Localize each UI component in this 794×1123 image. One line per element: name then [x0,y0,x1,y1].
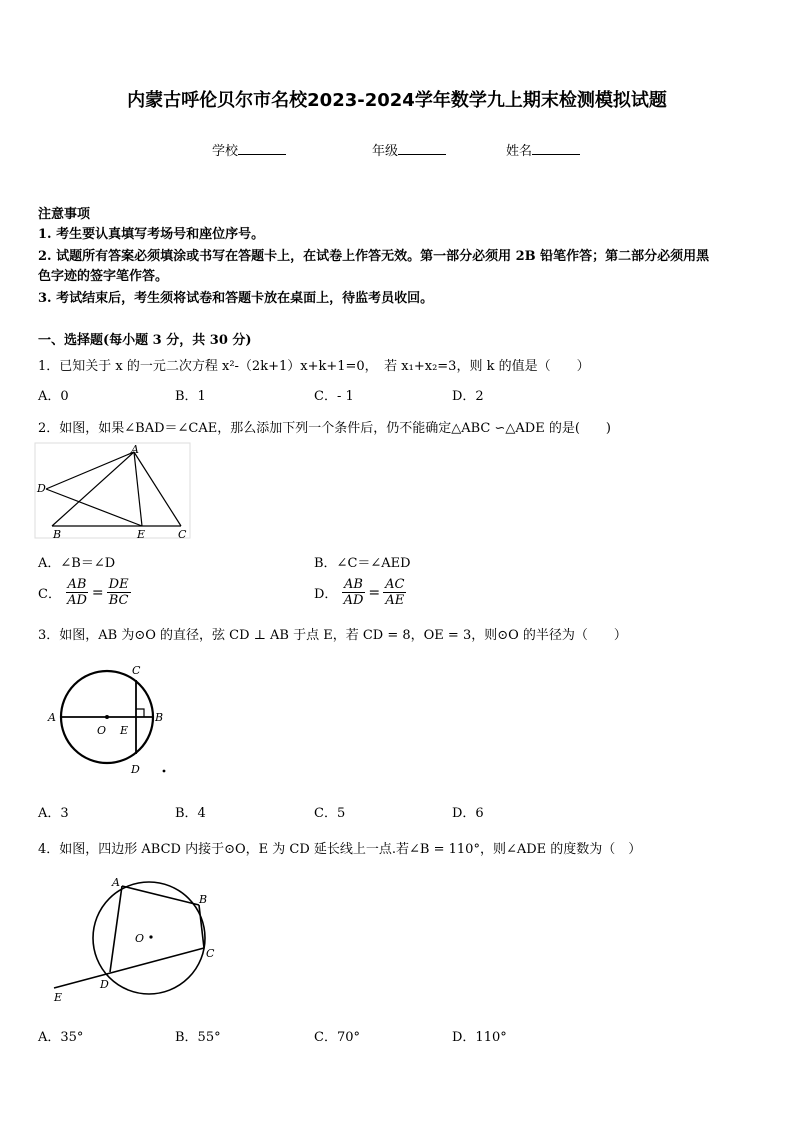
q3-option-c: C．5 [314,806,346,821]
school-blank[interactable] [238,142,286,155]
q2-option-d: D． $\frac{AB}{AD}$ = $\frac{AC}{AE}$ [314,577,405,608]
label-c: C [178,528,187,541]
denominator: BC [108,593,129,608]
q2-option-c: C． $\frac{AB}{AD}$ = $\frac{DE}{BC}$ [38,577,129,608]
label-c: C [132,664,141,677]
fraction [342,577,366,608]
label-e: E [120,724,129,737]
denominator: AE [385,593,405,608]
q1-option-c: C．- 1 [314,389,354,404]
label-a: A [48,711,56,724]
label-a: A [112,876,120,889]
fraction [65,577,89,608]
label-a: A [131,443,139,456]
label-o: O [97,724,107,737]
numerator: AB [67,577,87,592]
label-e: E [54,991,63,1004]
label-b: B [199,893,208,906]
numerator: AB [344,577,363,592]
page-title: 内蒙古呼伦贝尔市名校2023-2024学年数学九上期末检测模拟试题 [127,90,667,111]
grade-label: 年级 [372,144,399,159]
label-o: O [135,932,145,945]
q4-option-a: A．35° [38,1030,84,1045]
denominator: AD [67,593,87,608]
label-e: E [137,528,146,541]
q2-figure [34,442,194,542]
q1-option-b: B．1 [175,389,206,404]
q3-figure [40,660,175,780]
q2-option-d-prefix: D． [314,587,338,602]
name-field [506,140,580,159]
question-3-stem: 3．如图，AB 为⊙O 的直径，弦 CD ⊥ AB 于点 E，若 CD = 8，OE = 3，则⊙O 的半径为（ ） [38,628,627,643]
question-2-stem: 2．如图，如果∠BAD＝∠CAE，那么添加下列一个条件后，仍不能确定△ABC ∽△ADE 的是( ) [38,421,611,436]
q4-option-b: B．55° [175,1030,221,1045]
fraction [107,577,131,608]
school-label: 学校 [212,144,239,159]
grade-blank[interactable] [398,142,446,155]
fraction [383,577,406,608]
q1-option-a: A．0 [38,389,69,404]
label-c: C [206,947,215,960]
question-1-stem: 1．已知关于 x 的一元二次方程 x²-（2k+1）x+k+1=0， 若 x₁+x₂=3，则 k 的值是（ ） [38,359,590,374]
notice-item: 1. 考生要认真填写考场号和座位序号。 [38,227,265,242]
q2-option-b: B．∠C＝∠AED [314,556,411,571]
section-heading: 一、选择题(每小题 3 分，共 30 分) [38,333,252,348]
notice-item: 2. 试题所有答案必须填涂或书写在答题卡上，在试卷上作答无效。第一部分必须用 2B 铅笔作答；第二部分必须用黑 [38,249,710,264]
school-field [212,140,286,159]
q3-option-a: A．3 [38,806,69,821]
notice-item: 3. 考试结束后，考生须将试卷和答题卡放在桌面上，待监考员收回。 [38,291,434,306]
q4-option-d: D．110° [452,1030,507,1045]
denominator: AD [343,593,364,608]
question-4-stem: 4．如图，四边形 ABCD 内接于⊙O，E 为 CD 延长线上一点.若∠B = 110°，则∠ADE 的度数为（ ） [38,842,642,857]
q1-option-d: D．2 [452,389,484,404]
q2-option-c-prefix: C． [38,587,61,602]
notice-heading: 注意事项 [38,207,91,222]
grade-field [372,140,446,159]
q2-option-a: A．∠B＝∠D [38,556,116,571]
q4-option-c: C．70° [314,1030,360,1045]
name-label: 姓名 [506,144,533,159]
notice-item: 色字迹的签字笔作答。 [38,269,169,284]
numerator: DE [108,577,129,592]
q4-figure [44,868,234,1008]
numerator: AC [385,577,405,592]
label-d: D [100,978,109,991]
q3-option-b: B．4 [175,806,206,821]
label-b: B [155,711,164,724]
label-d: D [131,763,140,776]
q3-option-d: D．6 [452,806,484,821]
label-b: B [53,528,62,541]
label-d: D [37,482,46,495]
name-blank[interactable] [532,142,580,155]
